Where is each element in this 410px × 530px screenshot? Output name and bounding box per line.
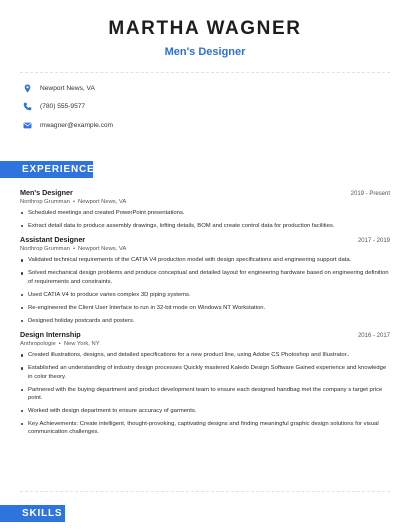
job-bullets bbox=[20, 209, 390, 230]
section-heading-experience: EXPERIENCE bbox=[0, 161, 93, 178]
job-company-line: Northrop Grumman • Newport News, VA bbox=[20, 199, 127, 205]
contact-email[interactable] bbox=[22, 116, 410, 135]
list-item: Validated technical requirements of the CATIA V4 production model with design specifications and engineering support data. bbox=[20, 256, 390, 264]
list-item: Worked with design department to ensure accuracy of garments. bbox=[20, 407, 390, 415]
contact-phone bbox=[22, 98, 410, 117]
job-company-line: Anthropologie • New York, NY bbox=[20, 341, 100, 348]
location-text: Newport News, VA bbox=[40, 84, 95, 92]
section-heading-skills: SKILLS bbox=[0, 505, 65, 522]
list-item: Re-engineered the Client User Interface to run in 32-bit mode on Windows NT Workstation. bbox=[20, 304, 390, 312]
list-item: Designed holiday postcards and posters. bbox=[20, 317, 390, 325]
job-dates: 2016 - 2017 bbox=[357, 333, 390, 340]
resume-header bbox=[0, 0, 410, 58]
experience-list bbox=[20, 188, 390, 442]
email-text[interactable]: mwagner@example.com bbox=[40, 121, 114, 129]
phone-text: (780) 555-9577 bbox=[40, 103, 86, 111]
job-title: Assistant Designer bbox=[20, 235, 86, 245]
job-company: Northrop Grumman bbox=[20, 246, 70, 253]
candidate-name: MARTHA WAGNER bbox=[108, 18, 302, 39]
job-bullets bbox=[20, 256, 390, 325]
job-company-line: Northrop Grumman • Newport News, VA bbox=[20, 246, 127, 253]
candidate-role: Men's Designer bbox=[164, 46, 246, 58]
list-item: Key Achievements: Create intelligent, thought-provoking, captivating designs and finding meaningful graphic design solutions for visual communication challenges. bbox=[20, 420, 390, 437]
job-company: Anthropologie bbox=[20, 341, 56, 348]
list-item: Created illustrations, designs, and detailed specifications for a new product line, using Adobe CS Photoshop and Illustrator.. bbox=[20, 351, 390, 359]
map-pin-icon bbox=[22, 83, 32, 93]
job-bullets bbox=[20, 351, 390, 437]
job-title: Men's Designer bbox=[20, 188, 73, 197]
job-location: Newport News, VA bbox=[77, 246, 127, 253]
list-item: Extract detail data to produce assembly drawings, lofting details, BOM and create control data for production facilities. bbox=[20, 222, 390, 230]
envelope-icon bbox=[22, 120, 32, 130]
job-location: New York, NY bbox=[63, 341, 100, 348]
job-company: Northrop Grumman bbox=[20, 199, 70, 205]
divider bbox=[20, 491, 390, 492]
contact-location bbox=[22, 79, 410, 98]
job-dates: 2017 - 2019 bbox=[357, 238, 390, 245]
job-entry bbox=[20, 330, 390, 437]
job-location: Newport News, VA bbox=[77, 199, 127, 205]
list-item: Scheduled meetings and created PowerPoint presentations. bbox=[20, 209, 390, 217]
list-item: Solved mechanical design problems and produce conceptual and detailed layout for engineering hardware based on engineering definition of requirements and constraints. bbox=[20, 269, 390, 286]
job-entry bbox=[20, 188, 390, 230]
list-item: Used CATIA V4 to produce varies complex 3D piping systems. bbox=[20, 291, 390, 299]
phone-icon bbox=[22, 102, 32, 112]
list-item: Partnered with the buying department and product development team to ensure each designed handbag met the company s target price point. bbox=[20, 386, 390, 403]
job-title: Design Internship bbox=[20, 330, 81, 340]
list-item: Established an understanding of industry design processes Quickly mastered Kaledo Design Software Gained experience and knowledge in color theory. bbox=[20, 364, 390, 381]
job-dates: 2019 - Present bbox=[350, 191, 390, 197]
contact-list bbox=[0, 73, 410, 139]
job-entry bbox=[20, 235, 390, 325]
